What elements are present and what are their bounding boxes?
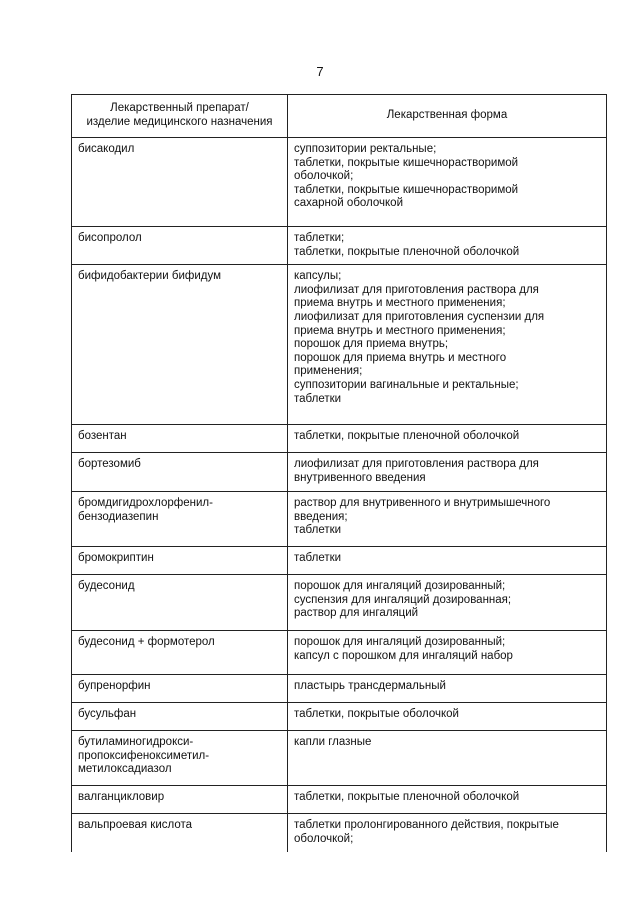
dosage-form-line: капли глазные <box>294 736 372 749</box>
table-row <box>72 814 607 853</box>
dosage-form-line: приема внутрь и местного применения; <box>294 324 506 337</box>
header-dosage-form: Лекарственная форма <box>288 95 607 138</box>
page-number: 7 <box>316 64 324 79</box>
dosage-form-cell <box>288 786 607 814</box>
table-row <box>72 547 607 575</box>
drug-name-cell: будесонид <box>72 575 288 631</box>
dosage-form-line: порошок для ингаляций дозированный; <box>294 636 506 649</box>
drug-name-cell: бортезомиб <box>72 453 288 492</box>
dosage-form-cell <box>288 227 607 265</box>
dosage-form-line: капсулы; <box>294 270 342 283</box>
dosage-form-line: суспензия для ингаляций дозированная; <box>294 593 512 606</box>
dosage-form-line: таблетки <box>294 552 342 565</box>
dosage-form-cell <box>288 138 607 227</box>
drug-name-cell: бромокриптин <box>72 547 288 575</box>
table-row <box>72 731 607 786</box>
table-row <box>72 492 607 547</box>
dosage-form-line: таблетки <box>294 392 342 405</box>
dosage-form-line: таблетки, покрытые кишечнорастворимой <box>294 183 519 196</box>
drug-name-cell: бутиламиногидрокси- пропоксифеноксиметил- метилоксадиазол <box>72 731 288 786</box>
dosage-form-line: таблетки пролонгированного действия, покрытые <box>294 819 559 832</box>
table-row <box>72 631 607 675</box>
dosage-form-line: пластырь трансдермальный <box>294 680 446 693</box>
dosage-form-line: раствор для ингаляций <box>294 607 419 620</box>
dosage-form-line: таблетки, покрытые пленочной оболочкой <box>294 430 520 443</box>
table-header <box>72 95 607 138</box>
table-row <box>72 265 607 425</box>
dosage-form-cell <box>288 703 607 731</box>
dosage-form-cell <box>288 814 607 853</box>
dosage-form-line: суппозитории вагинальные и ректальные; <box>294 378 519 391</box>
dosage-form-line: таблетки; <box>294 232 345 244</box>
drug-name-cell: будесонид + формотерол <box>72 631 288 675</box>
dosage-form-cell <box>288 731 607 786</box>
drug-name-cell: бупренорфин <box>72 675 288 703</box>
dosage-form-line: капсул с порошком для ингаляций набор <box>294 649 513 662</box>
dosage-form-line: оболочкой; <box>294 170 354 183</box>
table-row <box>72 138 607 227</box>
dosage-form-line: сахарной оболочкой <box>294 197 404 210</box>
dosage-form-line: таблетки, покрытые пленочной оболочкой <box>294 791 520 804</box>
drug-table <box>71 94 607 852</box>
dosage-form-line: применения; <box>294 365 363 378</box>
dosage-form-cell <box>288 425 607 453</box>
dosage-form-line: таблетки <box>294 524 342 537</box>
dosage-form-cell <box>288 547 607 575</box>
drug-name-cell: бромдигидрохлорфенил- бензодиазепин <box>72 492 288 547</box>
header-drug-name: Лекарственный препарат/ изделие медицинского назначения <box>72 95 288 138</box>
dosage-form-line: порошок для приема внутрь; <box>294 338 449 351</box>
drug-name-cell: бисакодил <box>72 138 288 227</box>
table-row <box>72 453 607 492</box>
dosage-form-line: введения; <box>294 510 348 523</box>
table-row <box>72 703 607 731</box>
dosage-form-cell <box>288 492 607 547</box>
dosage-form-cell <box>288 575 607 631</box>
dosage-form-line: таблетки, покрытые пленочной оболочкой <box>294 245 520 258</box>
table-row <box>72 425 607 453</box>
dosage-form-cell <box>288 453 607 492</box>
dosage-form-line: приема внутрь и местного применения; <box>294 297 506 310</box>
table-row <box>72 675 607 703</box>
dosage-form-line: лиофилизат для приготовления раствора для <box>294 283 539 296</box>
dosage-form-line: суппозитории ректальные; <box>294 143 437 155</box>
dosage-form-cell <box>288 675 607 703</box>
dosage-form-line: порошок для приема внутрь и местного <box>294 351 507 364</box>
dosage-form-cell <box>288 631 607 675</box>
drug-name-cell: бусульфан <box>72 703 288 731</box>
table-body <box>72 138 607 853</box>
dosage-form-line: внутривенного введения <box>294 471 426 484</box>
dosage-form-line: порошок для ингаляций дозированный; <box>294 580 506 593</box>
dosage-form-line: таблетки, покрытые кишечнорастворимой <box>294 156 519 169</box>
dosage-form-line: лиофилизат для приготовления раствора для <box>294 458 539 471</box>
dosage-form-line: лиофилизат для приготовления суспензии для <box>294 310 545 323</box>
table-row <box>72 786 607 814</box>
dosage-form-line: оболочкой; <box>294 832 354 845</box>
table-row <box>72 575 607 631</box>
dosage-form-cell <box>288 265 607 425</box>
drug-name-cell: вальпроевая кислота <box>72 814 288 853</box>
dosage-form-line: раствор для внутривенного и внутримышечного <box>294 497 551 510</box>
table-header-row <box>72 95 607 138</box>
drug-name-cell: бозентан <box>72 425 288 453</box>
drug-name-cell: бифидобактерии бифидум <box>72 265 288 425</box>
drug-name-cell: валганцикловир <box>72 786 288 814</box>
dosage-form-line: таблетки, покрытые оболочкой <box>294 708 459 721</box>
table-row <box>72 227 607 265</box>
drug-name-cell: бисопролол <box>72 227 288 265</box>
